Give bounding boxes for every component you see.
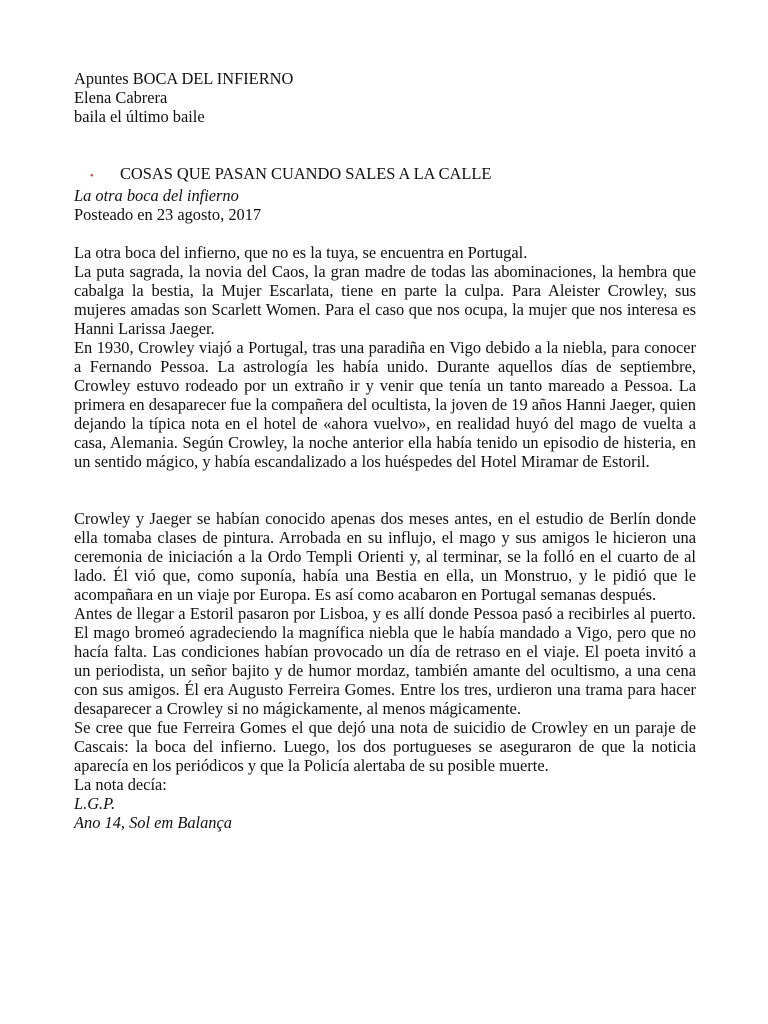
header-subtitle: baila el último baile [74, 107, 205, 126]
note-line-2: Ano 14, Sol em Balança [74, 813, 232, 832]
paragraph-6: Se cree que fue Ferreira Gomes el que dejó una nota de suicidio de Crowley en un paraje de Cascais: la boca del infierno. Luego, los dos portugueses se aseguraron de que la noticia aparecía en los periódicos y que la Policía alertaba de su posible muerte. [74, 718, 696, 775]
spacer [74, 126, 696, 164]
header-title: Apuntes BOCA DEL INFIERNO [74, 69, 294, 88]
post-date: Posteado en 23 agosto, 2017 [74, 205, 262, 224]
category-link[interactable]: COSAS QUE PASAN CUANDO SALES A LA CALLE [120, 164, 492, 183]
spacer [74, 471, 696, 509]
post-title: La otra boca del infierno [74, 186, 239, 205]
document-page [74, 69, 696, 832]
category-list-item [74, 164, 696, 186]
paragraph-7: La nota decía: [74, 775, 167, 794]
spacer [74, 224, 696, 243]
bullet-icon: • [90, 171, 94, 182]
header-author: Elena Cabrera [74, 88, 168, 107]
note-line-1: L.G.P. [74, 794, 116, 813]
paragraph-5: Antes de llegar a Estoril pasaron por Lisboa, y es allí donde Pessoa pasó a recibirles al puerto. El mago bromeó agradeciendo la magnífica niebla que le había mandado a Vigo, pero que no hacía falta. Las condiciones habían provocado un día de retraso en el viaje. El poeta invitó a un periodista, un señor bajito y de humor mordaz, también amante del ocultismo, a una cena con sus amigos. Él era Augusto Ferreira Gomes. Entre los tres, urdieron una trama para hacer desaparecer a Crowley si no mágickamente, al menos mágicamente. [74, 604, 696, 718]
paragraph-2: La puta sagrada, la novia del Caos, la gran madre de todas las abominaciones, la hembra que cabalga la bestia, la Mujer Escarlata, tiene en parte la culpa. Para Aleister Crowley, sus mujeres amadas son Scarlett Women. Para el caso que nos ocupa, la mujer que nos interesa es Hanni Larissa Jaeger. [74, 262, 696, 338]
paragraph-1: La otra boca del infierno, que no es la tuya, se encuentra en Portugal. [74, 243, 528, 262]
paragraph-3: En 1930, Crowley viajó a Portugal, tras una paradiña en Vigo debido a la niebla, para conocer a Fernando Pessoa. La astrología les había unido. Durante aquellos días de septiembre, Crowley estuvo rodeado por un extraño ir y venir que tenía un tanto mareado a Pessoa. La primera en desaparecer fue la compañera del ocultista, la joven de 19 años Hanni Jaeger, quien dejando la típica nota en el hotel de «ahora vuelvo», en realidad huyó del mago de vuelta a casa, Alemania. Según Crowley, la noche anterior ella había tenido un episodio de histeria, en un sentido mágico, y había escandalizado a los huéspedes del Hotel Miramar de Estoril. [74, 338, 696, 471]
paragraph-4: Crowley y Jaeger se habían conocido apenas dos meses antes, en el estudio de Berlín donde ella tomaba clases de pintura. Arrobada en su influjo, el mago y sus amigos le hicieron una ceremonia de iniciación a la Ordo Templi Orienti y, al terminar, se la folló en el cuarto de al lado. Él vió que, como suponía, había una Bestia en ella, un Monstruo, y le pidió que le acompañara en un viaje por Europa. Es así como acabaron en Portugal semanas después. [74, 509, 696, 604]
